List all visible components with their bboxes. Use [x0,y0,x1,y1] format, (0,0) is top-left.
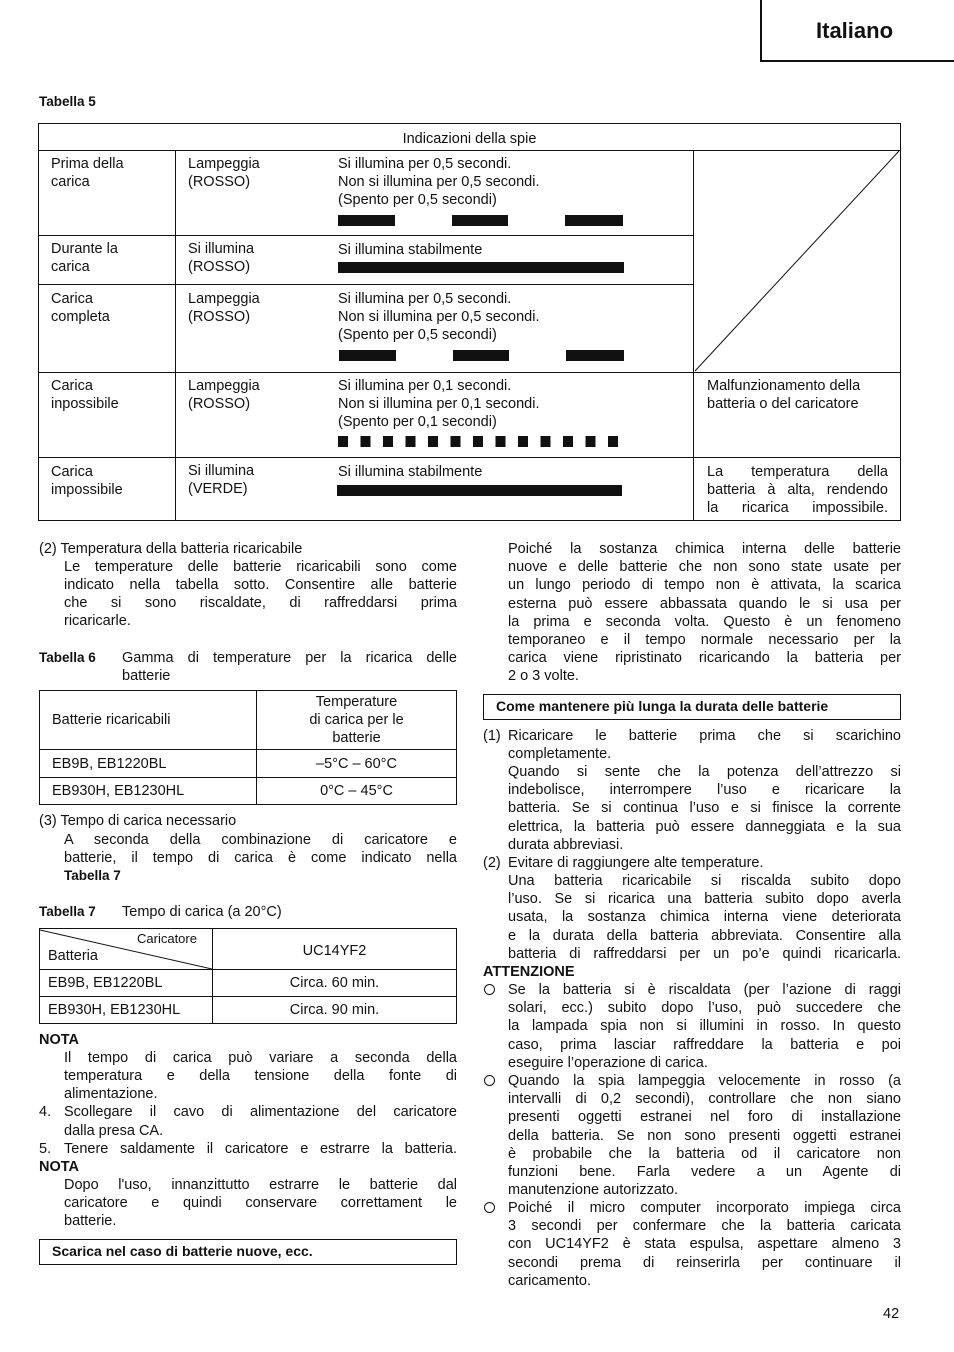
item-2-body: Una batteria ricaricabile si riscalda subito dopo l’uso. Se si ricarica una batteria subito dopo averla usata, la sostanza chimica interna viene deteriorata e la durata della batteria abbreviata. Consentire alla batteria di raffreddarsi per un po’e quindi ricaricarla. [508,873,901,962]
nota2-body-end: batterie. [64,1213,117,1229]
table5-row1-state: Prima della carica [51,156,124,190]
attenzione-title: ATTENZIONE [483,964,575,980]
table7-row1-time: Circa. 60 min. [289,975,380,991]
section-3-ref: Tabella 7 [64,868,121,883]
table5-row1-desc: Si illumina per 0,5 secondi. Non si illumina per 0,5 secondi. (Spento per 0,5 secondi) [338,156,540,208]
nota2-body: Dopo l'uso, innanzittutto estrarre le batterie dal caricatore e quindi conservare correttament le [64,1177,457,1212]
item-1-number: (1) [483,728,501,744]
item5-number: 5. [39,1141,52,1157]
diagonal-strike [693,150,901,372]
table7-title: Tempo di carica (a 20°C) [122,904,282,920]
item5-text: Tenere saldamente il caricatore e estrarre la batteria. [64,1141,457,1157]
table6-title-line1: Gamma di temperature per la ricarica delle [122,650,457,666]
page-number: 42 [883,1306,900,1322]
table5-header: Indicazioni della spie [402,131,537,147]
section-3-title: (3) Tempo di carica necessario [39,813,237,829]
table7-row2-battery: EB930H, EB1230HL [48,1002,181,1018]
section-box-durata: Come mantenere più lunga la durata delle batterie [483,694,901,720]
table5-row3-desc: Si illumina per 0,5 secondi. Non si illumina per 0,5 secondi. (Spento per 0,5 secondi) [338,291,540,343]
table5-row4-state: Carica inpossibile [51,378,119,412]
item-2-number: (2) [483,855,501,871]
item4-number: 4. [39,1104,52,1120]
blink-bar [452,215,508,226]
attenzione-bullet-1-end: eseguire l’operazione di carica. [508,1055,708,1071]
table5-row3-lamp: Lampeggia (ROSSO) [188,291,260,325]
attenzione-bullet-2: Quando la spia lampeggia velocemente in rosso (a intervalli di 0,2 secondi), controllare che non siano presenti oggetti estranei nel foro di installazione della batteria. Se non sono presenti oggetti estranei è probabile che la batteria od il caricatore non funzioni bene. Farla vedere a un Agente di [508,1073,901,1181]
table7-head-charger: Caricatore [137,931,197,946]
nota1-body-end: alimentazione. [64,1086,158,1102]
nota2-title: NOTA [39,1159,80,1175]
attenzione-bullet-1: Se la batteria si è riscaldata (per l’azione di raggi solari, ecc.) subito dopo l’uso, può succedere che la lampada spia non si illumini in rosso. In questo caso, prima lasciar raffreddare la batteria e poi [508,982,901,1053]
item4-line1: Scollegare il cavo di alimentazione del caricatore [64,1104,457,1120]
table5-caption: Tabella 5 [39,94,96,109]
table6-caption: Tabella 6 [39,650,96,665]
section-2-body: Le temperature delle batterie ricaricabili sono come indicato nella tabella sotto. Consentire alle batterie che si sono riscaldate, di raffreddarsi prima [64,559,457,612]
table6-title-line2: batterie [122,668,171,684]
table5-row1-lamp: Lampeggia (ROSSO) [188,156,260,190]
item-1-end: durata abbreviasi. [508,837,624,853]
circle-bullet-icon [484,1075,495,1086]
blink-bar [565,215,623,226]
item4-line2: dalla presa CA. [64,1123,164,1139]
attenzione-bullet-2-end: manutenzione autorizzato. [508,1182,679,1198]
right-intro: Poiché la sostanza chimica interna delle batterie nuove e delle batterie che non sono state usate per un lungo periodo di tempo non è attivata, la scarica esterna può essere abbassata quando le si usa per la prima e seconda volta. Questo è un fenomeno temporaneo e il tempo normale necessario per la carica viene ripristinato ricaricando la batteria per [508,541,901,667]
table5-row4-lamp: Lampeggia (ROSSO) [188,378,260,412]
section-box-scarica: Scarica nel caso di batterie nuove, ecc. [39,1239,457,1265]
blink-bar [338,215,395,226]
blink-bar [566,350,624,361]
table5-row2-lamp: Si illumina (ROSSO) [188,241,255,275]
steady-bar [338,262,624,273]
section-2-title: (2) Temperatura della batteria ricaricabile [39,541,303,557]
section-2-body-end: ricaricarle. [64,613,131,629]
item-1-line1: Ricaricare le batterie prima che si scarichino [508,728,901,744]
table5-row3-state: Carica completa [51,291,110,325]
table6-row2-battery: EB930H, EB1230HL [52,783,185,799]
blink-bar [339,350,396,361]
language-label: Italiano [816,18,894,43]
table5-row5-state: Carica impossibile [51,464,123,498]
table5-row2-state: Durante la carica [51,241,118,275]
table5-row5-desc: Si illumina stabilmente [338,464,483,480]
table6-row1-temp: –5°C – 60°C [316,756,397,772]
circle-bullet-icon [484,984,495,995]
table7-head-battery: Batteria [48,948,98,964]
table5-row5-note: La temperatura della batteria à alta, rendendo la ricarica impossibile. [707,464,888,516]
table5-row4-note: Malfunzionamento della batteria o del caricatore [707,378,861,412]
table7-row1-battery: EB9B, EB1220BL [48,975,163,991]
table6-head-battery: Batterie ricaricabili [52,712,171,728]
nota1-title: NOTA [39,1032,80,1048]
table6-head-temp: Temperature di carica per le batterie [309,694,404,747]
nota1-body: Il tempo di carica può variare a seconda della temperatura e della tensione della fonte di [64,1050,457,1085]
table5-row4-desc: Si illumina per 0,1 secondi. Non si illumina per 0,1 secondi. (Spento per 0,1 secondi) [338,378,540,430]
table5-row5-lamp: Si illumina (VERDE) [188,463,255,497]
circle-bullet-icon [484,1202,495,1213]
steady-bar [337,485,622,496]
table5-row2-desc: Si illumina stabilmente [338,242,483,258]
table6-row2-temp: 0°C – 45°C [320,783,393,799]
right-intro-end: 2 o 3 volte. [508,668,579,684]
table7-row2-time: Circa. 90 min. [289,1002,380,1018]
blink-bar [453,350,509,361]
table6-row1-battery: EB9B, EB1220BL [52,756,167,772]
table7-head-model: UC14YF2 [302,943,367,959]
item-1-line2: completamente. [508,746,612,762]
table7-caption: Tabella 7 [39,904,96,919]
item-1-body: Quando si sente che la potenza dell’attrezzo si indebolisce, interrompere l’uso e ricaricare la batteria. Se si continua l’uso e si finisce la corrente elettrica, la batteria può essere danneggiata e la sua [508,764,901,835]
item-2-line1: Evitare di raggiungere alte temperature. [508,855,764,871]
fast-blink-bars [338,436,626,448]
attenzione-bullet-3: Poiché il micro computer incorporato impiega circa 3 secondi per confermare che la batteria caricata con UC14YF2 è stata espulsa, aspettare almeno 3 secondi prema di reinserirla per continuare il [508,1200,901,1271]
attenzione-bullet-3-end: caricamento. [508,1273,592,1289]
section-3-body: A seconda della combinazione di caricatore e batterie, il tempo di carica è come indicato nella [64,832,457,867]
